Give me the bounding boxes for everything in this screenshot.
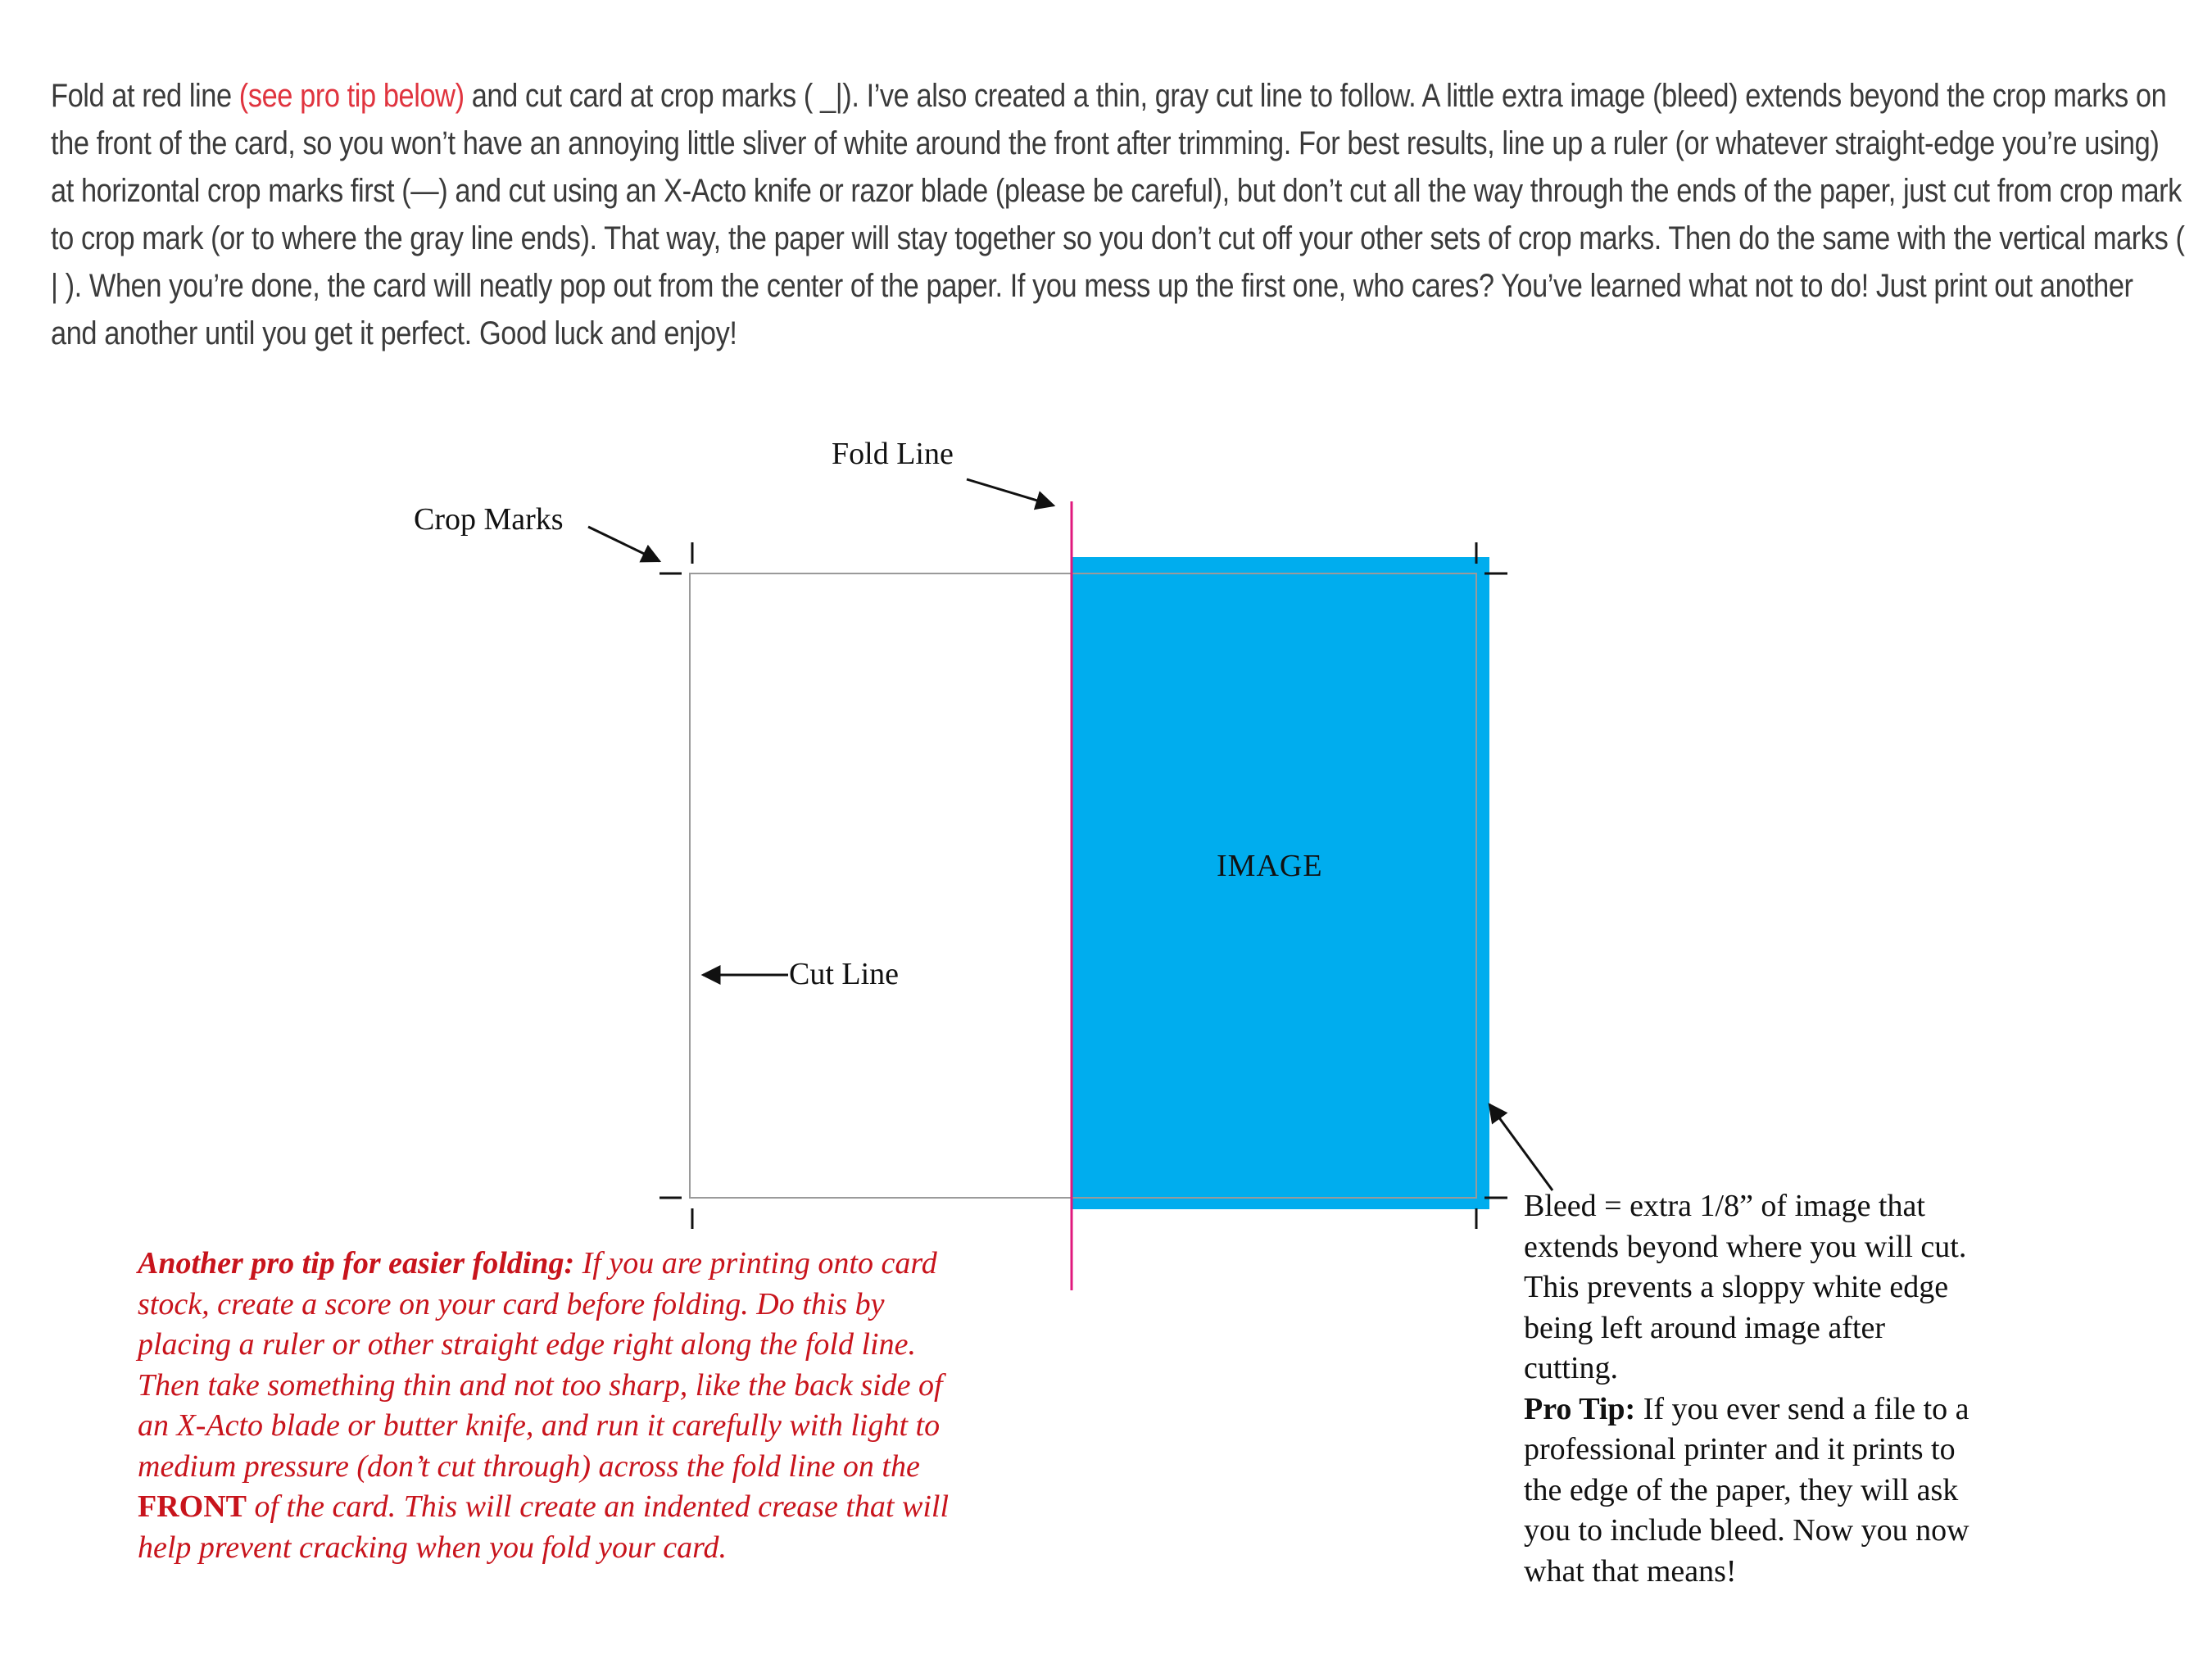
folding-tip-body-2: of the card. This will create an indented crease that will help prevent cracking when you fold your card. xyxy=(138,1489,950,1565)
crop-marks-label: Crop Marks xyxy=(414,502,564,537)
bleed-explanation xyxy=(1524,1186,1983,1592)
image-label: IMAGE xyxy=(1217,849,1323,883)
cut-line-label: Cut Line xyxy=(789,957,900,991)
instructions-text-3: ). I’ve also created a thin, gray cut line to follow. A little extra image (bleed) extends beyond the crop marks on the front of the card, so you won’t have an annoying little sliver of white around the front after trimming. For best results, line up a ruler (or whatever straight-edge you’re using) at horizontal crop marks first (—) and cut using an X-Acto knife or razor blade (please be careful), but don’t cut all the way through the ends of the paper, just cut from crop mark to crop mark (or to where the gray line ends). That way, the paper will stay together so you don’t cut off your other sets of crop marks. Then do the same with the vertical marks ( | ). When you’re done, the card will neatly pop out from the center of the paper. If you mess up the first one, who cares? You’ve learned what not to do! Just print out another and another until you get it perfect. Good luck and enjoy! xyxy=(51,78,2185,351)
folding-tip-front: FRONT xyxy=(138,1489,247,1524)
folding-pro-tip xyxy=(138,1244,973,1568)
pro-tip-text: If you ever send a file to a professional printer and it prints to the edge of the paper, they will ask you to include bleed. Now you now what that means! xyxy=(1524,1391,1969,1589)
folding-tip-body-1: If you are printing onto card stock, create a score on your card before folding. Do this by placing a ruler or other straight edge right along the fold line. Then take something thin and not too sharp, like the back side of an X-Acto blade or butter knife, and run it carefully with light to medium pressure (don’t cut through) across the fold line on the xyxy=(138,1246,943,1484)
instructions-text-1: Fold at red line xyxy=(51,78,239,114)
crop-marks-arrow xyxy=(588,527,660,561)
folding-tip-heading: Another pro tip for easier folding: xyxy=(138,1246,575,1281)
bleed-arrow xyxy=(1489,1104,1552,1190)
pro-tip-reference: (see pro tip below) xyxy=(238,78,465,114)
crop-mark-glyph: _| xyxy=(812,78,843,114)
bleed-text: Bleed = extra 1/8” of image that extends beyond where you will cut. This prevents a sloppy white edge being left around image after cutting. xyxy=(1524,1189,1967,1385)
fold-line-label: Fold Line xyxy=(832,437,954,471)
instructions-text-2: and cut card at crop marks ( xyxy=(464,78,813,114)
pro-tip-label: Pro Tip: xyxy=(1524,1391,1636,1426)
fold-line-arrow xyxy=(967,479,1054,505)
